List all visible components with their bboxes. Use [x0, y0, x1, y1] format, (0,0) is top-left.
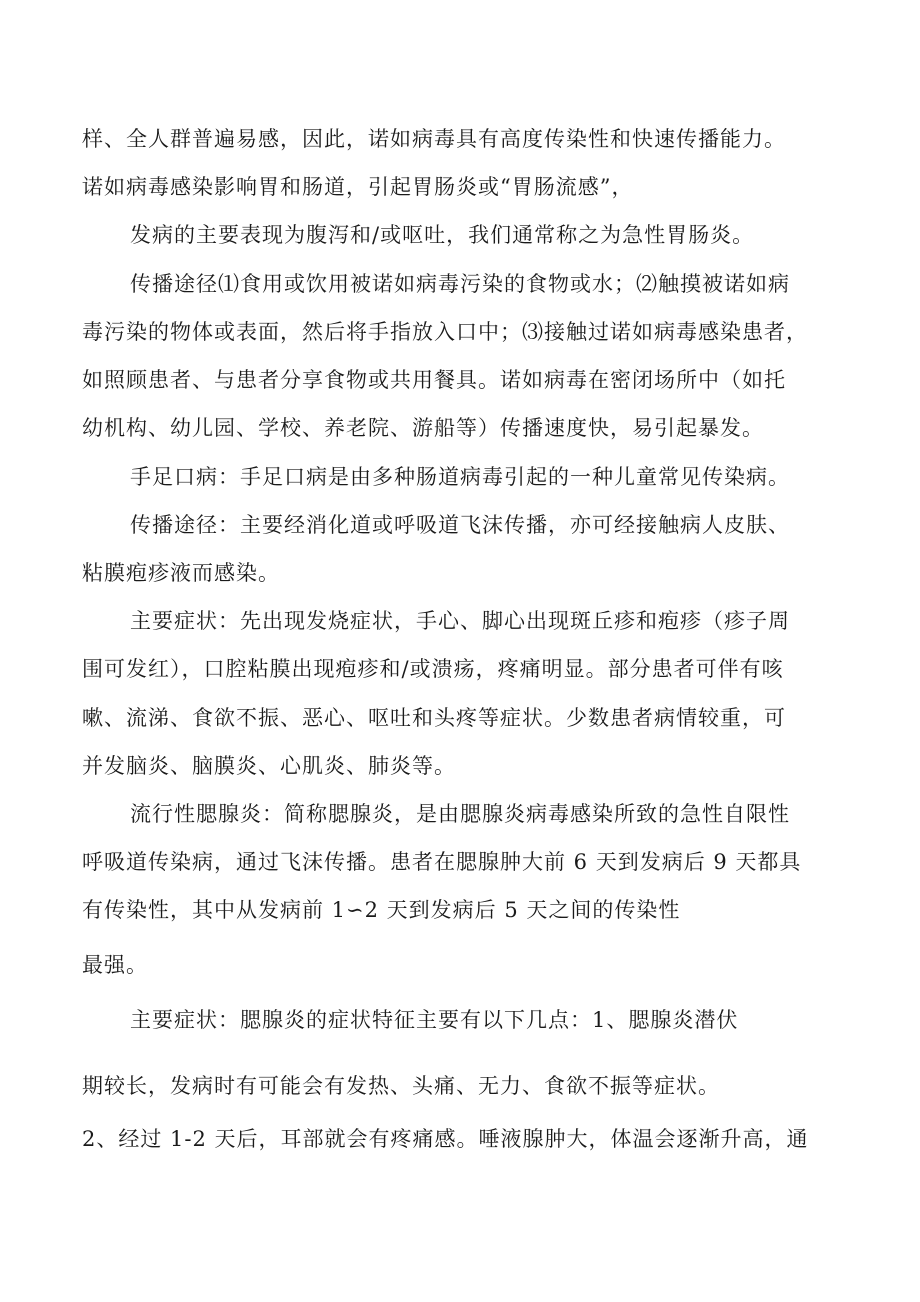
text-line: 嗽、流涕、食欲不振、恶心、呕吐和头疼等症状。少数患者病情较重，可 — [82, 706, 786, 730]
text-line: 围可发红），口腔粘膜出现疱疹和/或溃疡，疼痛明显。部分患者可伴有咳 — [82, 657, 784, 681]
text-line: 粘膜疱疹液而感染。 — [82, 561, 280, 585]
text-line: 最强。 — [82, 953, 148, 977]
text-line: 毒污染的物体或表面，然后将手指放入口中；⑶接触过诺如病毒感染患者， — [82, 320, 808, 344]
paragraph-start: 主要症状：腮腺炎的症状特征主要有以下几点：1、腮腺炎潜伏 — [130, 1008, 739, 1032]
text-line: 并发脑炎、脑膜炎、心肌炎、肺炎等。 — [82, 754, 456, 778]
paragraph-start: 主要症状：先出现发烧症状，手心、脚心出现斑丘疹和疱疹（疹子周 — [130, 609, 790, 633]
text-line: 幼机构、幼儿园、学校、养老院、游船等）传播速度快，易引起暴发。 — [82, 416, 764, 440]
paragraph-start: 传播途径⑴食用或饮用被诺如病毒污染的食物或水；⑵触摸被诺如病 — [130, 272, 790, 296]
text-line: 有传染性，其中从发病前 1∽2 天到发病后 5 天之间的传染性 — [82, 898, 681, 922]
text-line: 样、全人群普遍易感，因此，诺如病毒具有高度传染性和快速传播能力。 — [82, 127, 786, 151]
paragraph-start: 流行性腮腺炎：简称腮腺炎，是由腮腺炎病毒感染所致的急性自限性 — [130, 802, 790, 826]
paragraph-start: 传播途径：主要经消化道或呼吸道飞沫传播，亦可经接触病人皮肤、 — [130, 513, 790, 537]
text-line: 2、经过 1-2 天后，耳部就会有疼痛感。唾液腺肿大，体温会逐渐升高，通 — [82, 1127, 809, 1151]
paragraph-start: 手足口病：手足口病是由多种肠道病毒引起的一种儿童常见传染病。 — [130, 465, 790, 489]
paragraph-start: 发病的主要表现为腹泻和/或呕吐，我们通常称之为急性胃肠炎。 — [130, 223, 755, 247]
text-line: 诺如病毒感染影响胃和肠道，引起胃肠炎或“胃肠流感”， — [82, 175, 634, 199]
text-line: 如照顾患者、与患者分享食物或共用餐具。诺如病毒在密闭场所中（如托 — [82, 368, 786, 392]
text-line: 期较长，发病时有可能会有发热、头痛、无力、食欲不振等症状。 — [82, 1074, 720, 1098]
text-line: 呼吸道传染病，通过飞沫传播。患者在腮腺肿大前 6 天到发病后 9 天都具 — [82, 850, 802, 874]
